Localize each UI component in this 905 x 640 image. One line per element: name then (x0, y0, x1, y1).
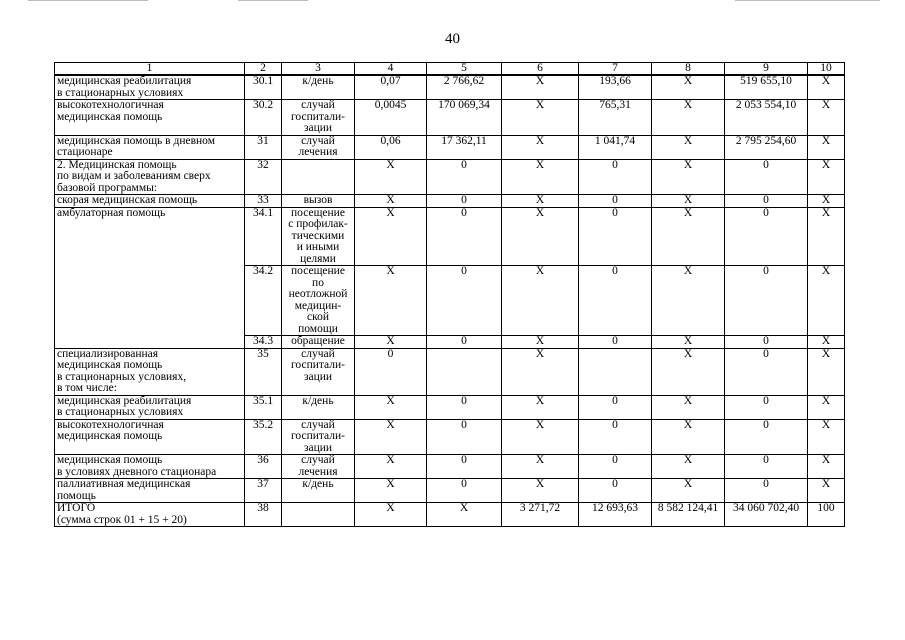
row-name-cell: 2. Медицинская помощь по видам и заболеваниям сверх базовой программы: (55, 159, 245, 195)
value-cell-col-5: 0 (427, 455, 502, 479)
value-cell-col-9: 0 (725, 479, 808, 503)
row-unit-cell (282, 159, 355, 195)
value-cell-col-6: Х (502, 159, 579, 195)
column-number-1: 1 (55, 63, 245, 76)
value-cell-col-7: 0 (579, 419, 652, 455)
value-cell-col-5: 0 (427, 479, 502, 503)
value-cell-col-6: Х (502, 207, 579, 266)
table-row (55, 135, 845, 159)
value-cell-col-7: 0 (579, 207, 652, 266)
value-cell-col-6: Х (502, 135, 579, 159)
value-cell-col-8: 8 582 124,41 (652, 503, 725, 527)
row-name-cell: медицинская помощь в дневном стационаре (55, 135, 245, 159)
row-name-cell (55, 336, 245, 349)
value-cell-col-10: 100 (808, 503, 845, 527)
value-cell-col-8: Х (652, 100, 725, 136)
value-cell-col-9: 34 060 702,40 (725, 503, 808, 527)
row-name-cell: ИТОГО (сумма строк 01 + 15 + 20) (55, 503, 245, 527)
top-rule-middle (238, 0, 308, 1)
value-cell-col-7: 0 (579, 266, 652, 336)
column-number-4: 4 (355, 63, 427, 76)
value-cell-col-4: Х (355, 336, 427, 349)
value-cell-col-8: Х (652, 135, 725, 159)
value-cell-col-4: 0,0045 (355, 100, 427, 136)
column-number-8: 8 (652, 63, 725, 76)
row-unit-cell: обращение (282, 336, 355, 349)
value-cell-col-10: Х (808, 100, 845, 136)
value-cell-col-9: 0 (725, 455, 808, 479)
value-cell-col-4: Х (355, 479, 427, 503)
value-cell-col-5 (427, 348, 502, 395)
value-cell-col-10: Х (808, 75, 845, 100)
value-cell-col-6: Х (502, 266, 579, 336)
value-cell-col-7: 0 (579, 455, 652, 479)
value-cell-col-5: 0 (427, 207, 502, 266)
column-number-3: 3 (282, 63, 355, 76)
value-cell-col-9: 0 (725, 419, 808, 455)
value-cell-col-6: Х (502, 479, 579, 503)
value-cell-col-9: 2 053 554,10 (725, 100, 808, 136)
row-code-cell: 32 (245, 159, 282, 195)
row-name-cell: медицинская реабилитация в стационарных условиях (55, 75, 245, 100)
value-cell-col-4: Х (355, 266, 427, 336)
table-row (55, 479, 845, 503)
value-cell-col-5: 170 069,34 (427, 100, 502, 136)
row-code-cell: 30.2 (245, 100, 282, 136)
value-cell-col-8: Х (652, 207, 725, 266)
row-unit-cell: случай госпитали- зации (282, 348, 355, 395)
row-code-cell: 35 (245, 348, 282, 395)
table-row (55, 207, 845, 266)
value-cell-col-9: 519 655,10 (725, 75, 808, 100)
value-cell-col-6: Х (502, 336, 579, 349)
value-cell-col-7: 0 (579, 479, 652, 503)
table-row (55, 395, 845, 419)
value-cell-col-10: Х (808, 266, 845, 336)
table-row (55, 100, 845, 136)
value-cell-col-9: 0 (725, 159, 808, 195)
value-cell-col-9: 0 (725, 348, 808, 395)
value-cell-col-9: 0 (725, 195, 808, 208)
value-cell-col-5: 17 362,11 (427, 135, 502, 159)
value-cell-col-6: Х (502, 348, 579, 395)
value-cell-col-9: 0 (725, 395, 808, 419)
row-code-cell: 34.3 (245, 336, 282, 349)
value-cell-col-6: 3 271,72 (502, 503, 579, 527)
row-unit-cell (282, 503, 355, 527)
value-cell-col-10: Х (808, 135, 845, 159)
value-cell-col-8: Х (652, 479, 725, 503)
value-cell-col-4: Х (355, 395, 427, 419)
row-name-cell: амбулаторная помощь (55, 207, 245, 266)
table-row (55, 455, 845, 479)
value-cell-col-6: Х (502, 395, 579, 419)
value-cell-col-7: 12 693,63 (579, 503, 652, 527)
value-cell-col-7: 0 (579, 195, 652, 208)
table-row (55, 159, 845, 195)
value-cell-col-8: Х (652, 159, 725, 195)
value-cell-col-8: Х (652, 455, 725, 479)
value-cell-col-4: 0 (355, 348, 427, 395)
column-number-5: 5 (427, 63, 502, 76)
value-cell-col-10: Х (808, 419, 845, 455)
value-cell-col-10: Х (808, 455, 845, 479)
value-cell-col-4: 0,06 (355, 135, 427, 159)
value-cell-col-5: Х (427, 503, 502, 527)
row-unit-cell: к/день (282, 479, 355, 503)
value-cell-col-7 (579, 348, 652, 395)
value-cell-col-5: 0 (427, 395, 502, 419)
row-unit-cell: к/день (282, 75, 355, 100)
column-number-6: 6 (502, 63, 579, 76)
row-unit-cell: случай госпитали- зации (282, 100, 355, 136)
value-cell-col-9: 0 (725, 266, 808, 336)
table-row (55, 336, 845, 349)
row-code-cell: 34.2 (245, 266, 282, 336)
column-number-10: 10 (808, 63, 845, 76)
column-number-row (55, 63, 845, 76)
value-cell-col-10: Х (808, 207, 845, 266)
row-name-cell: медицинская реабилитация в стационарных условиях (55, 395, 245, 419)
value-cell-col-7: 0 (579, 159, 652, 195)
value-cell-col-4: Х (355, 419, 427, 455)
value-cell-col-7: 0 (579, 336, 652, 349)
table-row (55, 348, 845, 395)
row-code-cell: 31 (245, 135, 282, 159)
row-name-cell: скорая медицинская помощь (55, 195, 245, 208)
table-row (55, 266, 845, 336)
value-cell-col-8: Х (652, 336, 725, 349)
row-unit-cell: случай госпитали- зации (282, 419, 355, 455)
value-cell-col-4: Х (355, 503, 427, 527)
value-cell-col-5: 0 (427, 336, 502, 349)
value-cell-col-4: 0,07 (355, 75, 427, 100)
value-cell-col-10: Х (808, 159, 845, 195)
row-code-cell: 35.1 (245, 395, 282, 419)
row-name-cell: паллиативная медицинская помощь (55, 479, 245, 503)
top-rule-left (28, 0, 148, 1)
value-cell-col-7: 0 (579, 395, 652, 419)
value-cell-col-8: Х (652, 75, 725, 100)
value-cell-col-6: Х (502, 100, 579, 136)
value-cell-col-7: 193,66 (579, 75, 652, 100)
page-number: 40 (445, 31, 460, 47)
value-cell-col-4: Х (355, 455, 427, 479)
row-name-cell (55, 266, 245, 336)
column-number-9: 9 (725, 63, 808, 76)
row-code-cell: 35.2 (245, 419, 282, 455)
row-unit-cell: случай лечения (282, 135, 355, 159)
value-cell-col-8: Х (652, 195, 725, 208)
value-cell-col-4: Х (355, 159, 427, 195)
value-cell-col-5: 0 (427, 159, 502, 195)
row-unit-cell: к/день (282, 395, 355, 419)
value-cell-col-10: Х (808, 336, 845, 349)
value-cell-col-5: 0 (427, 266, 502, 336)
value-cell-col-9: 2 795 254,60 (725, 135, 808, 159)
value-cell-col-8: Х (652, 348, 725, 395)
row-code-cell: 37 (245, 479, 282, 503)
row-unit-cell: вызов (282, 195, 355, 208)
value-cell-col-7: 765,31 (579, 100, 652, 136)
row-name-cell: высокотехнологичная медицинская помощь (55, 100, 245, 136)
value-cell-col-9: 0 (725, 336, 808, 349)
table-row (55, 419, 845, 455)
value-cell-col-6: Х (502, 419, 579, 455)
column-number-7: 7 (579, 63, 652, 76)
value-cell-col-5: 0 (427, 419, 502, 455)
row-code-cell: 34.1 (245, 207, 282, 266)
value-cell-col-4: Х (355, 195, 427, 208)
value-cell-col-8: Х (652, 419, 725, 455)
row-code-cell: 30.1 (245, 75, 282, 100)
value-cell-col-7: 1 041,74 (579, 135, 652, 159)
row-name-cell: медицинская помощь в условиях дневного стационара (55, 455, 245, 479)
value-cell-col-9: 0 (725, 207, 808, 266)
row-code-cell: 38 (245, 503, 282, 527)
value-cell-col-4: Х (355, 207, 427, 266)
row-name-cell: специализированная медицинская помощь в стационарных условиях, в том числе: (55, 348, 245, 395)
table-row (55, 195, 845, 208)
top-rule-right (735, 0, 880, 1)
row-unit-cell: посещение по неотложной медицин- ской помощи (282, 266, 355, 336)
row-name-cell: высокотехнологичная медицинская помощь (55, 419, 245, 455)
table-row (55, 75, 845, 100)
row-code-cell: 33 (245, 195, 282, 208)
value-cell-col-10: Х (808, 395, 845, 419)
row-unit-cell: случай лечения (282, 455, 355, 479)
row-code-cell: 36 (245, 455, 282, 479)
value-cell-col-5: 0 (427, 195, 502, 208)
table-row (55, 503, 845, 527)
value-cell-col-8: Х (652, 395, 725, 419)
value-cell-col-10: Х (808, 195, 845, 208)
value-cell-col-10: Х (808, 348, 845, 395)
value-cell-col-5: 2 766,62 (427, 75, 502, 100)
column-number-2: 2 (245, 63, 282, 76)
row-unit-cell: посещение с профилак- тическими и иными целями (282, 207, 355, 266)
value-cell-col-6: Х (502, 455, 579, 479)
value-cell-col-8: Х (652, 266, 725, 336)
data-table (54, 62, 845, 527)
value-cell-col-6: Х (502, 75, 579, 100)
value-cell-col-10: Х (808, 479, 845, 503)
value-cell-col-6: Х (502, 195, 579, 208)
